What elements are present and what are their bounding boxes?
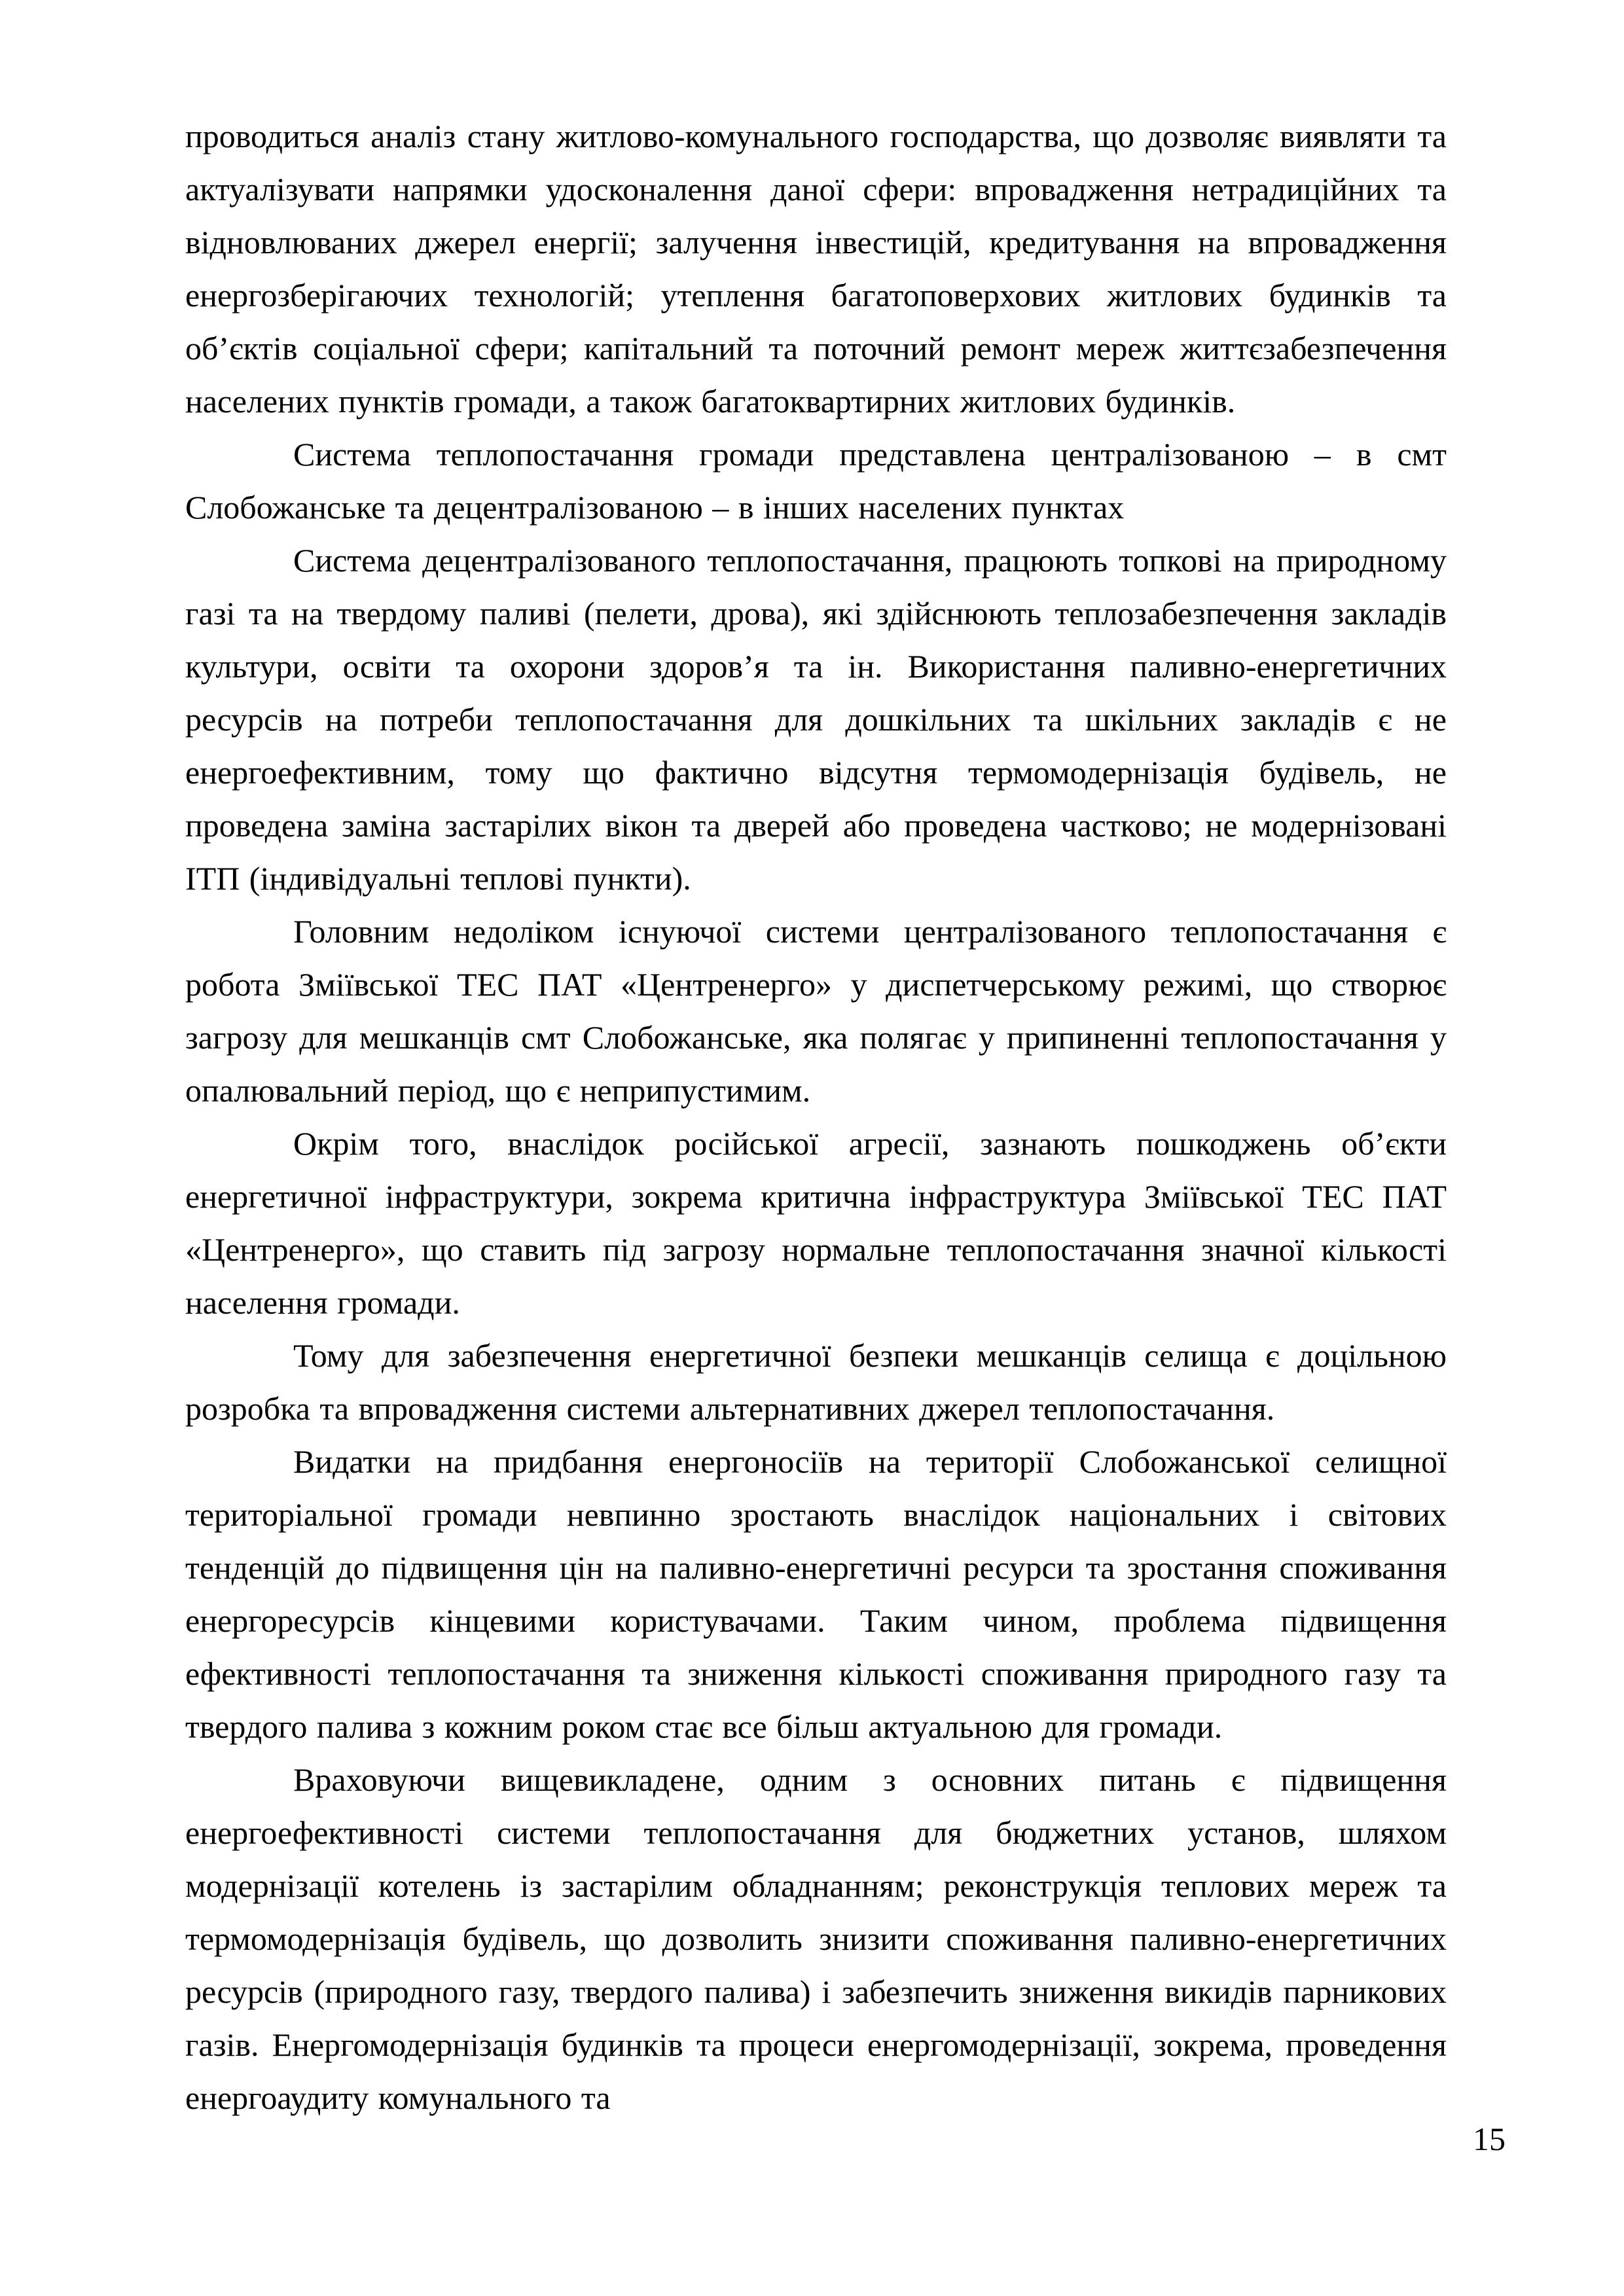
page-number: 15 (1473, 2121, 1506, 2157)
paragraph: проводиться аналіз стану житлово-комунального господарства, що дозволяє виявляти та актуалізувати напрямки удосконалення даної сфери: впровадження нетрадиційних та відновлюваних джерел енергії; залучення інвестицій, кредитування на впровадження енергозберігаючих технологій; утеплення багатоповерхових житлових будинків та об’єктів соціальної сфери; капітальний та поточний ремонт мереж життєзабезпечення населених пунктів громади, а також багатоквартирних житлових будинків. (185, 118, 1447, 420)
paragraph: Тому для забезпечення енергетичної безпеки мешканців селища є доцільною розробка та впровадження системи альтернативних джерел теплопостачання. (185, 1337, 1447, 1427)
paragraph: Система теплопостачання громади представлена централізованою – в смт Слобожанське та децентралізованою – в інших населених пунктах (185, 436, 1447, 526)
paragraph: Система децентралізованого теплопостачання, працюють топкові на природному газі та на твердому паливі (пелети, дрова), які здійснюють теплозабезпечення закладів культури, освіти та охорони здоров’я та ін. Використання паливно-енергетичних ресурсів на потреби теплопостачання для дошкільних та шкільних закладів є не енергоефективним, тому що фактично відсутня термомодернізація будівель, не проведена заміна застарілих вікон та дверей або проведена частково; не модернізовані ІТП (індивідуальні теплові пункти). (185, 542, 1447, 897)
paragraph: Окрім того, внаслідок російської агресії, зазнають пошкоджень об’єкти енергетичної інфраструктури, зокрема критична інфраструктура Зміївської ТЕС ПАТ «Центренерго», що ставить під загрозу нормальне теплопостачання значної кількості населення громади. (185, 1125, 1447, 1321)
text-block (185, 110, 1447, 2125)
paragraph: Враховуючи вищевикладене, одним з основних питань є підвищення енергоефективності системи теплопостачання для бюджетних установ, шляхом модернізації котелень із застарілим обладнанням; реконструкція теплових мереж та термомодернізація будівель, що дозволить знизити споживання паливно-енергетичних ресурсів (природного газу, твердого палива) і забезпечить зниження викидів парникових газів. Енергомодернізація будинків та процеси енергомодернізації, зокрема, проведення енергоаудиту комунального та (185, 1761, 1447, 2116)
paragraph: Головним недоліком існуючої системи централізованого теплопостачання є робота Зміївської ТЕС ПАТ «Центренерго» у диспетчерському режимі, що створює загрозу для мешканців смт Слобожанське, яка полягає у припиненні теплопостачання у опалювальний період, що є неприпустимим. (185, 913, 1447, 1109)
paragraph: Видатки на придбання енергоносіїв на території Слобожанської селищної територіальної громади невпинно зростають внаслідок національних і світових тенденцій до підвищення цін на паливно-енергетичні ресурси та зростання споживання енергоресурсів кінцевими користувачами. Таким чином, проблема підвищення ефективності теплопостачання та зниження кількості споживання природного газу та твердого палива з кожним роком стає все більш актуальною для громади. (185, 1443, 1447, 1745)
